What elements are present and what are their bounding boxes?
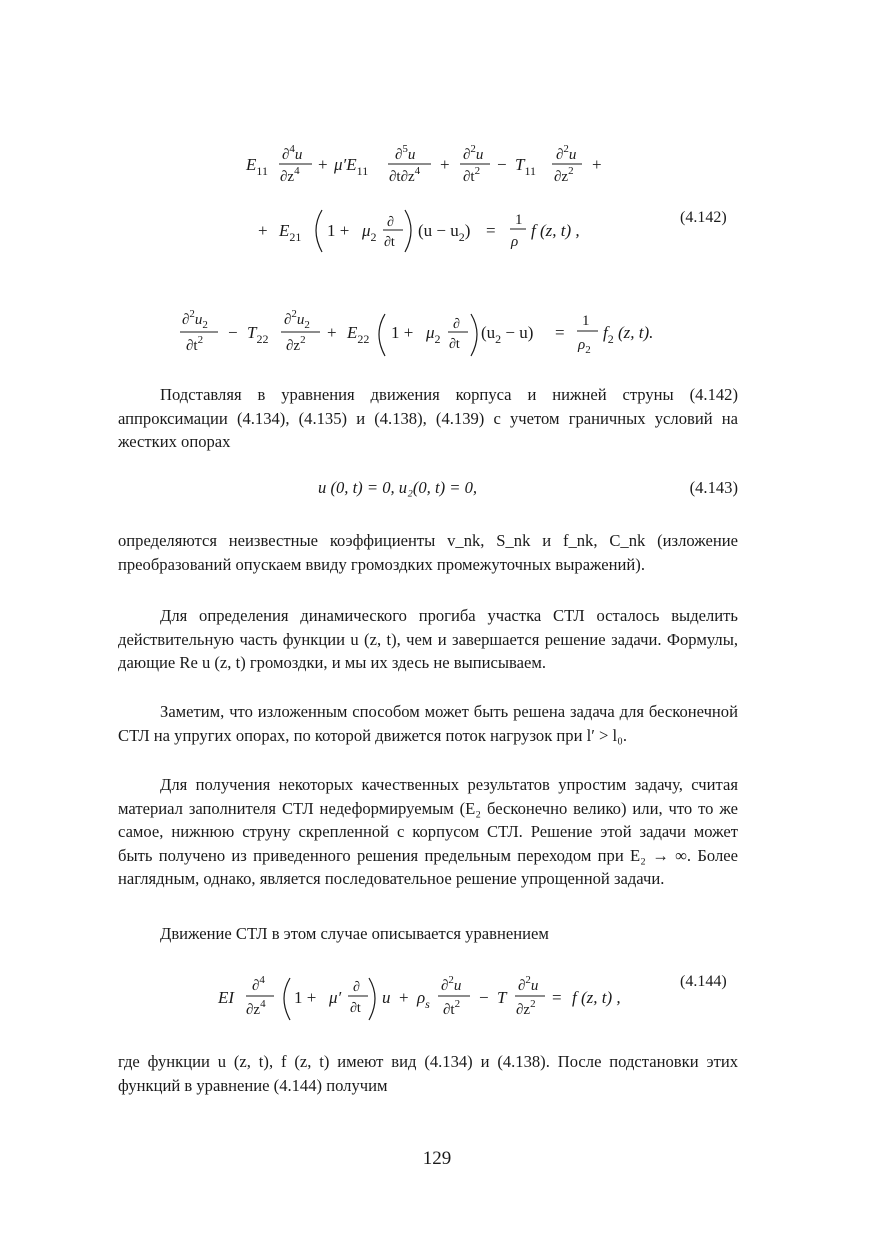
svg-text:1: 1 [582,313,590,329]
svg-text:−: − [497,155,507,174]
paragraph-qualitative-results: Для получения некоторых качественных результатов упростим задачу, считая материал заполнителя СТЛ недеформируемым (E₂ бесконечно велико) или, что то же самое, нижнюю струну скрепленной с корпусом СТЛ. Решение этой задачи может быть получено из приведенного решения предельным переходом при E₂ → ∞. Более наглядным, однако, является последовательное решение упрощенной задачи. [118,775,738,888]
svg-text:ρ: ρ [511,234,519,250]
svg-text:(u − u2): $(u - u_2)$ [418,221,471,244]
svg-text:=: = [552,988,562,1007]
svg-text:(u2 − u): $(u_2 - u)$ [481,323,534,346]
svg-text:+: + [440,155,450,174]
svg-text:∂z2: $\partial z^2$ [286,334,306,354]
svg-text:+: + [318,155,328,174]
svg-text:T11: $T_{11}$ [515,155,537,178]
svg-text:f (z, t) ,: f (z, t) , [572,988,621,1007]
svg-text:μ′E11: $\mu'E_{11}$ [334,155,369,178]
svg-text:+: + [399,988,409,1007]
svg-text:1 +: 1 + [391,323,414,342]
svg-text:∂2u: ∂$^2$u [556,143,577,163]
equation-4-143-formula: u (0, t) = 0, u₂(0, t) = 0, [318,478,478,497]
svg-text:T22: $T_{22}$ [247,323,269,346]
svg-text:μ′: μ′ [329,988,342,1007]
svg-text:∂5u: ∂$^5$u [395,143,416,163]
svg-text:f (z, t) ,: f (z, t) , [531,221,580,240]
svg-text:∂: ∂ [387,215,394,230]
paragraph-motion-equation: Движение СТЛ в этом случае описывается уравнением [160,924,549,943]
paragraph-substitute-functions: где функции u (z, t), f (z, t) имеют вид (4.134) и (4.138). После подстановки этих функций в уравнение (4.144) получим [118,1052,738,1095]
svg-text:∂z2: $\partial z^2$ [516,998,536,1018]
svg-text:(4.144): (4.144) [680,973,727,990]
svg-text:−: − [228,323,238,342]
svg-text:∂z4: $\partial z^4$ [280,165,300,185]
svg-text:+: + [592,155,602,174]
svg-text:E22: $E_{22}$ [347,323,370,346]
svg-text:∂z2: $\partial z^2$ [554,165,574,185]
svg-text:∂2u2: $\partial^2u_2$ [284,308,310,331]
svg-text:∂t∂z4: $\partial t\partial z^4$ [389,165,421,185]
svg-text:∂t: ∂t [350,1001,361,1016]
svg-text:+: + [327,323,337,342]
paragraph-coefficients: определяются неизвестные коэффициенты v_nk, S_nk и f_nk, C_nk (изложение преобразований опускаем ввиду громоздких промежуточных выражений). [118,531,738,574]
paragraph-dynamic-deflection: Для определения динамического прогиба участка СТЛ осталось выделить действительную часть функции u (z, t), чем и завершается решение задачи. Формулы, дающие Re u (z, t) громоздки, и мы их здесь не выписываем. [118,606,738,672]
svg-text:T: T [497,988,507,1007]
svg-text:∂4u: ∂$^4$u [282,143,303,163]
svg-text:1 +: 1 + [327,221,350,240]
svg-text:E11: $E_{11}$ [246,155,268,178]
equation-4-142-string [180,308,653,356]
svg-text:∂2u: ∂$^2$u [441,974,462,994]
svg-text:∂t: ∂t [384,235,395,250]
svg-text:f2 (z, t).: $f_2$ (z, t). [603,323,654,346]
svg-text:1: 1 [515,212,523,228]
svg-text:ρ2: $\rho_2$ [578,337,591,356]
svg-text:∂t2: $\partial t^2$ [186,334,204,354]
svg-text:u: u [382,988,391,1007]
svg-text:=: = [486,221,496,240]
svg-text:∂t: ∂t [449,337,460,352]
svg-text:E21: $E_{21}$ [279,221,302,244]
svg-text:∂4: ∂$^4$ [252,974,265,994]
svg-text:∂2u: ∂$^2$u [518,974,539,994]
equation-4-142-line1 [245,143,602,185]
svg-text:∂t2: $\partial t^2$ [463,165,481,185]
svg-text:∂: ∂ [353,980,360,995]
svg-text:(4.142): (4.142) [680,209,727,226]
svg-text:=: = [555,323,565,342]
page-number: 129 [422,1148,452,1169]
svg-text:μ2: $\mu_2$ [362,221,377,244]
svg-text:∂2u: ∂$^2$u [463,143,484,163]
paragraph-substitution: Подставляя в уравнения движения корпуса и нижней струны (4.142) аппроксимации (4.134), (4.135) и (4.138), (4.139) с учетом граничных условий на жестких опорах [118,385,738,451]
svg-text:∂2u2: $\partial^2u_2$ [182,308,208,331]
svg-text:1 +: 1 + [294,988,317,1007]
svg-text:μ2: $\mu_2$ [426,323,441,346]
equation-4-144 [217,973,727,1020]
svg-text:∂: ∂ [453,317,460,332]
svg-text:ρs: $\rho_s$ [417,988,430,1011]
svg-text:−: − [479,988,489,1007]
svg-text:∂t2: $\partial t^2$ [443,998,461,1018]
equation-4-143-number: (4.143) [689,478,738,497]
svg-text:∂z4: $\partial z^4$ [246,998,266,1018]
svg-text:+: + [258,221,268,240]
paragraph-infinite-stl: Заметим, что изложенным способом может быть решена задача для бесконечной СТЛ на упругих опорах, по которой движется поток нагрузок при l′ > l₀. [118,702,738,745]
svg-text:EI: EI [218,988,235,1007]
equation-4-142-line2 [258,209,727,252]
